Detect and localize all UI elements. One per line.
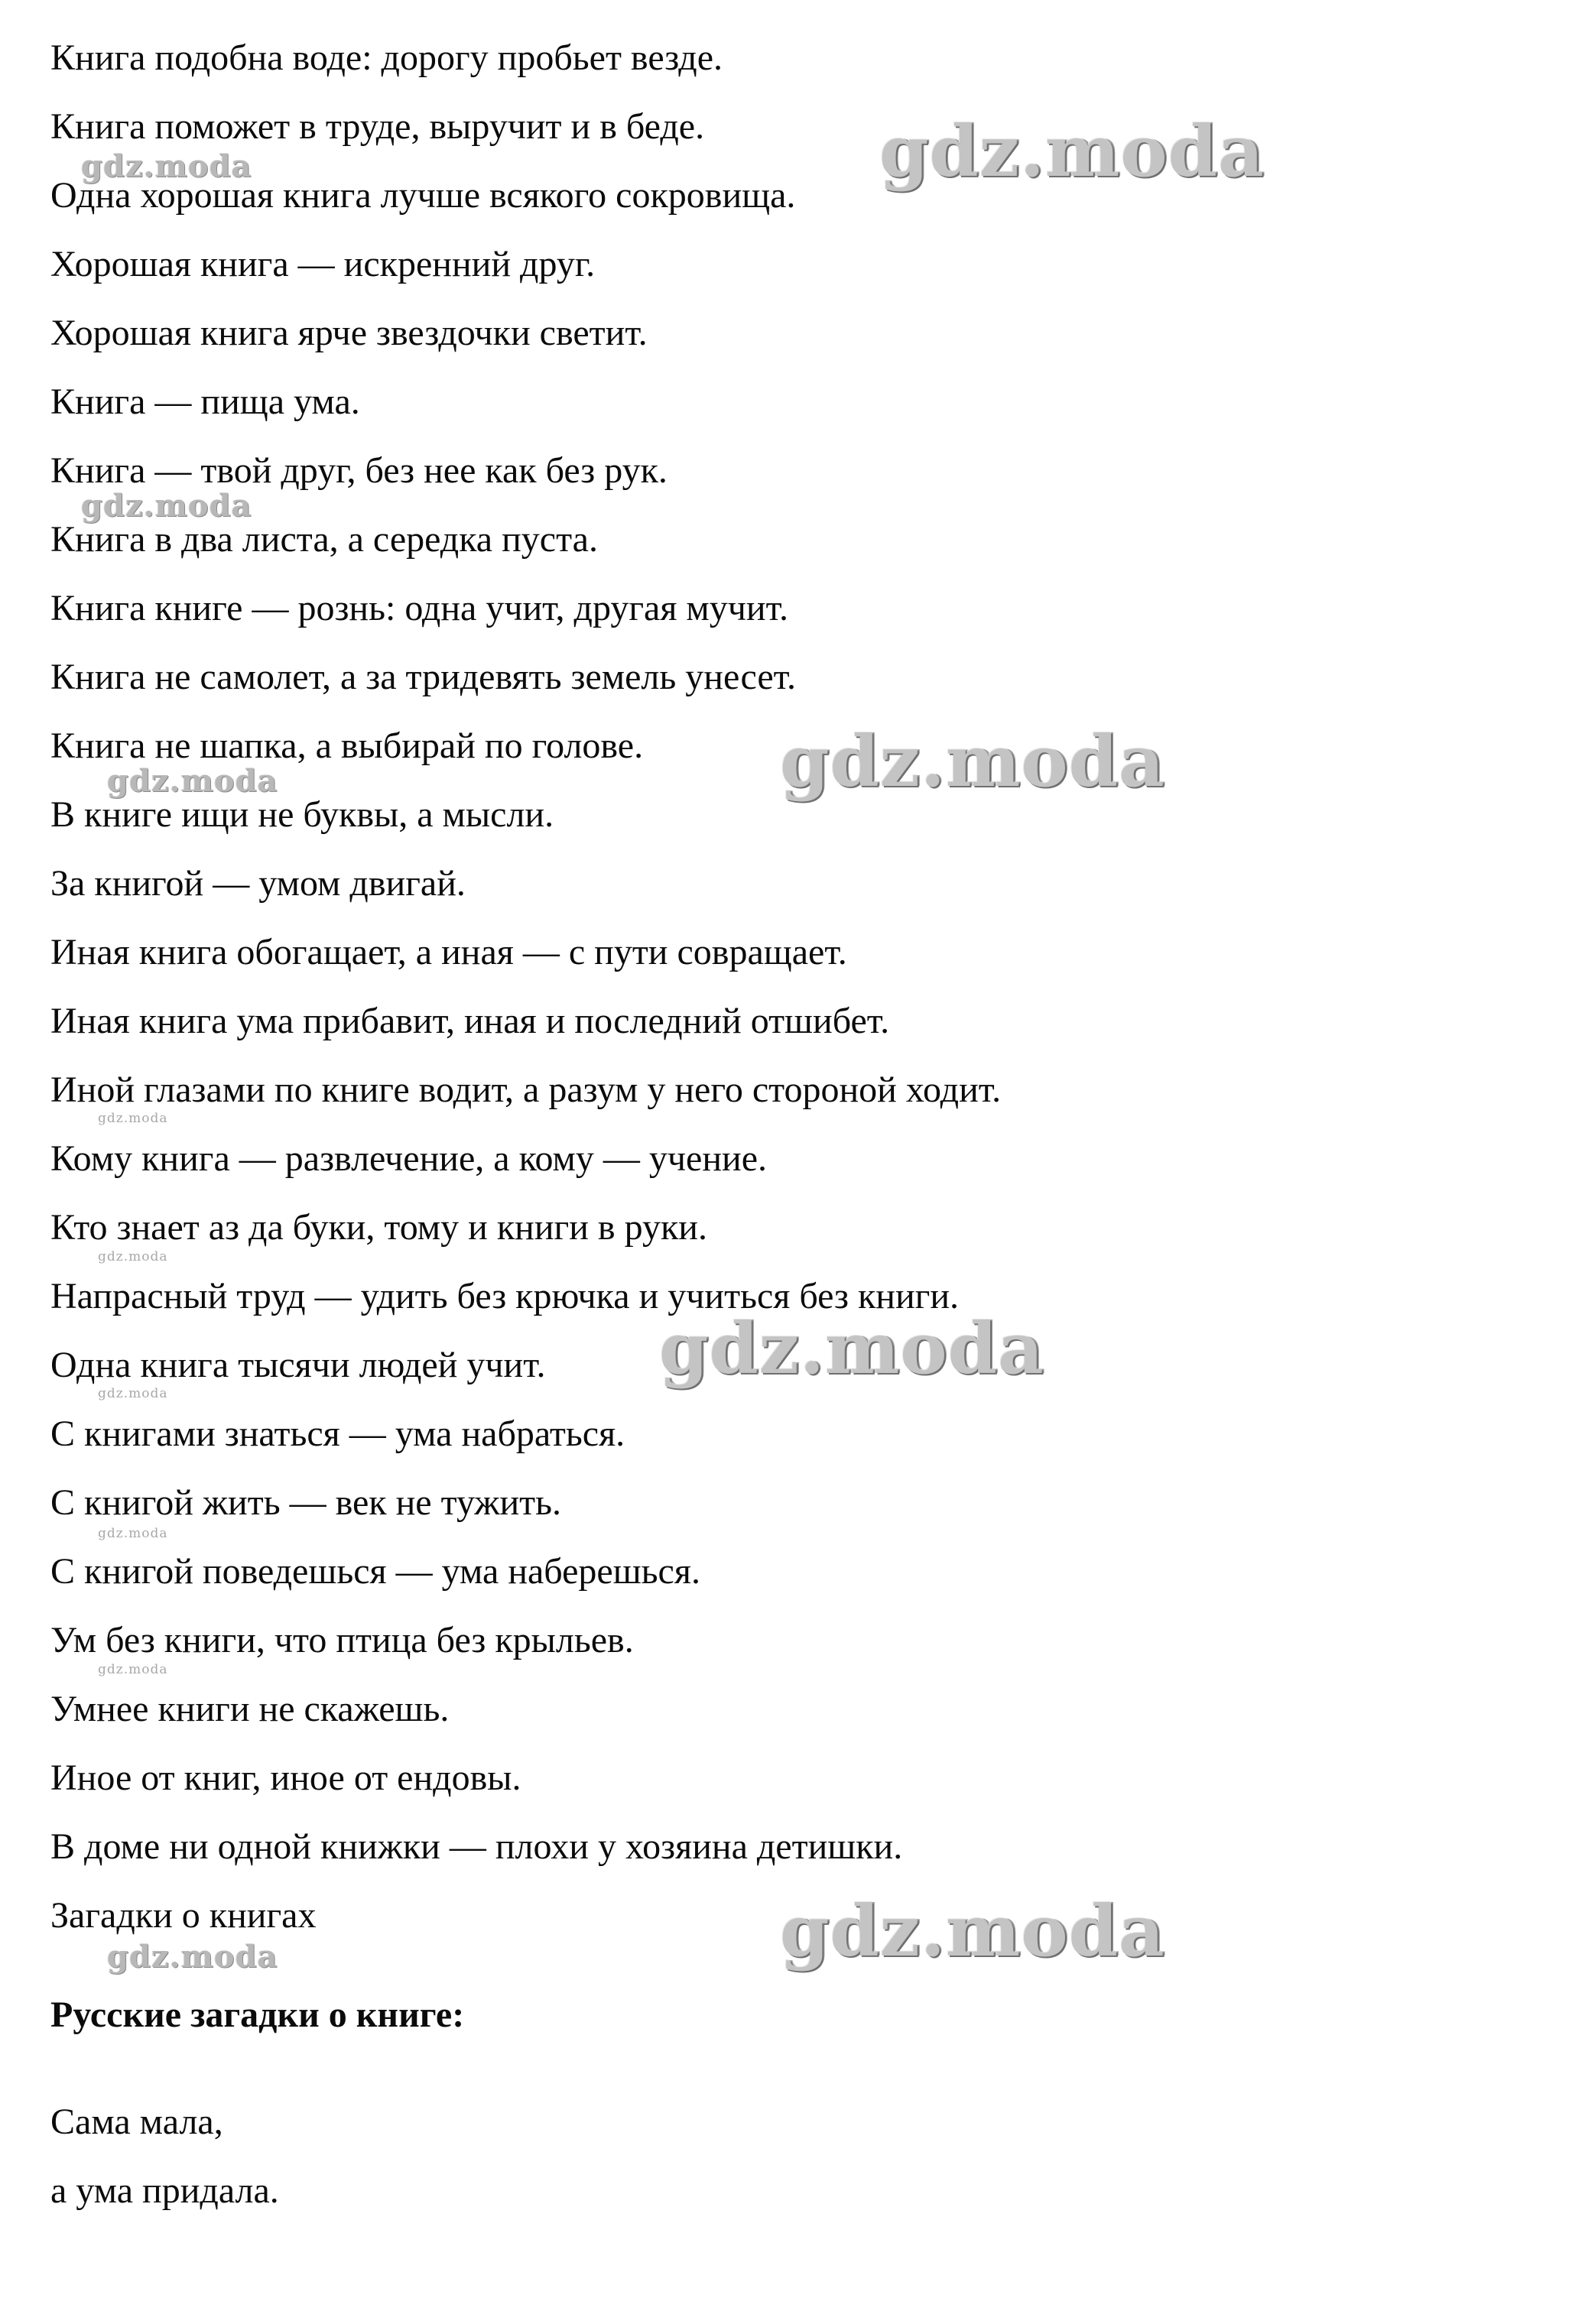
watermark-logo: gdz.moda: [98, 1249, 168, 1264]
watermark-logo: gdz.moda: [780, 1890, 1165, 1972]
proverb-line: Иное от книг, иное от ендовы.: [50, 1758, 521, 1798]
watermark-logo: gdz.moda: [98, 1386, 168, 1401]
watermark-logo: gdz.moda: [81, 488, 252, 524]
proverb-line: Кому книга — развлечение, а кому — учение.: [50, 1138, 768, 1179]
proverb-line: С книгой жить — век не тужить.: [50, 1482, 562, 1523]
watermark-logo: gdz.moda: [107, 763, 278, 799]
proverb-line: Одна книга тысячи людей учит.: [50, 1345, 546, 1385]
proverb-line: Иной глазами по книге водит, а разум у него стороной ходит.: [50, 1069, 1002, 1110]
section-label: Загадки о книгах: [50, 1895, 317, 1936]
proverb-line: Хорошая книга — искренний друг.: [50, 244, 596, 284]
proverb-line: С книгой поведешься — ума наберешься.: [50, 1551, 700, 1592]
proverb-line: Ум без книги, что птица без крыльев.: [50, 1620, 634, 1660]
proverb-line: Хорошая книга ярче звездочки светит.: [50, 313, 648, 353]
proverb-line: Книга — пища ума.: [50, 381, 360, 422]
proverb-line: Книга книге — рознь: одна учит, другая мучит.: [50, 588, 788, 628]
proverb-line: В доме ни одной книжки — плохи у хозяина детишки.: [50, 1826, 903, 1867]
proverb-line: Книга в два листа, а середка пуста.: [50, 519, 598, 560]
proverb-line: Кто знает аз да буки, тому и книги в руки.: [50, 1207, 707, 1248]
proverb-line: Одна хорошая книга лучше всякого сокровища.: [50, 175, 796, 216]
proverb-line: Книга не шапка, а выбирай по голове.: [50, 725, 644, 766]
proverb-line: В книге ищи не буквы, а мысли.: [50, 794, 554, 835]
watermark-logo: gdz.moda: [98, 1526, 168, 1541]
watermark-logo: gdz.moda: [81, 148, 252, 184]
watermark-logo: gdz.moda: [98, 1662, 168, 1677]
riddles-heading: Русские загадки о книге:: [50, 1995, 465, 2035]
proverb-line: Умнее книги не скажешь.: [50, 1689, 450, 1729]
watermark-logo: gdz.moda: [780, 720, 1165, 803]
watermark-logo: gdz.moda: [98, 1111, 168, 1126]
riddle-line: а ума придала.: [50, 2170, 279, 2211]
riddle-line: Сама мала,: [50, 2102, 223, 2142]
proverb-line: С книгами знаться — ума набраться.: [50, 1414, 625, 1454]
watermark-logo: gdz.moda: [659, 1307, 1044, 1390]
watermark-logo: gdz.moda: [107, 1939, 278, 1975]
proverb-line: Книга подобна воде: дорогу пробьет везде.: [50, 37, 723, 78]
proverb-line: За книгой — умом двигай.: [50, 863, 466, 904]
proverb-line: Иная книга ума прибавит, иная и последний отшибет.: [50, 1001, 890, 1041]
proverb-line: Книга поможет в труде, выручит и в беде.: [50, 106, 705, 147]
proverb-line: Книга не самолет, а за тридевять земель унесет.: [50, 657, 796, 697]
proverb-line: Напрасный труд — удить без крючка и учиться без книги.: [50, 1276, 960, 1316]
proverb-line: Книга — твой друг, без нее как без рук.: [50, 450, 668, 491]
watermark-logo: gdz.moda: [879, 110, 1265, 193]
proverb-line: Иная книга обогащает, а иная — с пути совращает.: [50, 932, 847, 972]
